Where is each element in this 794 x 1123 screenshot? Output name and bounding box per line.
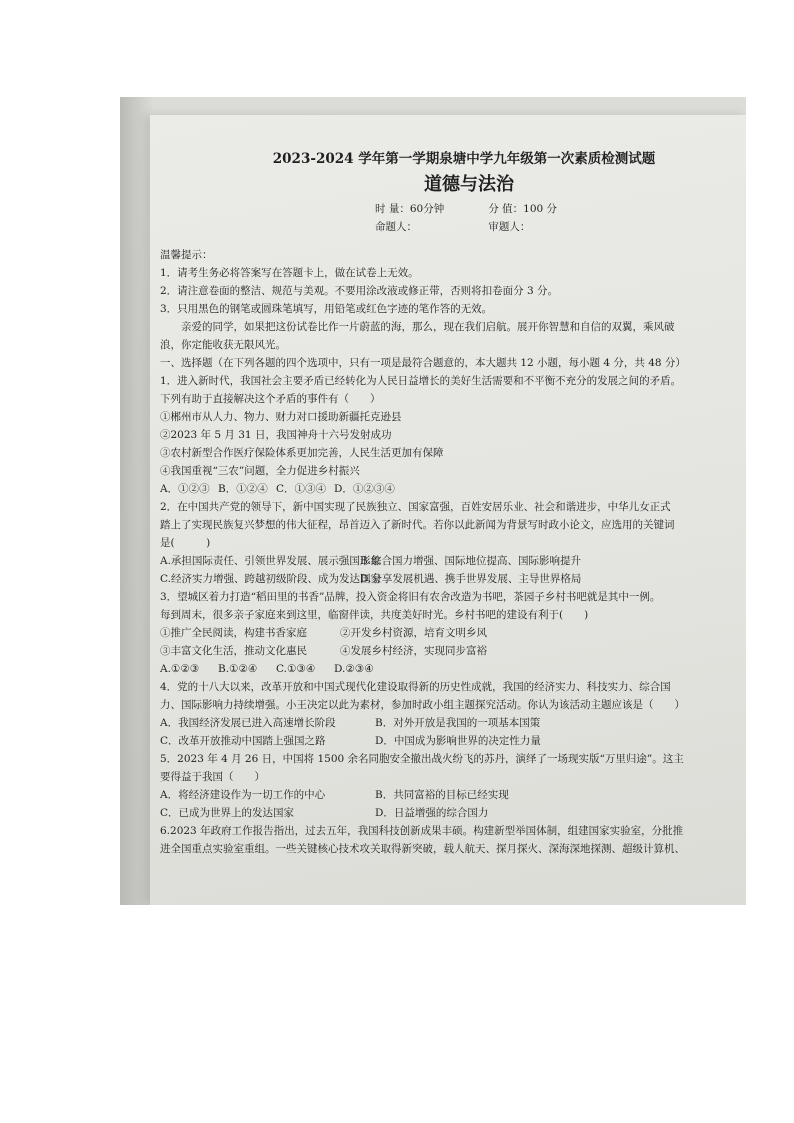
tip-item: 2．请注意卷面的整洁、规范与美观。不要用涂改液或修正带，否则将扣卷面分 3 分。 (160, 285, 559, 297)
q1-stem: 1．进入新时代，我国社会主要矛盾已经转化为人民日益增长的美好生活需要和不平衡不充分的发展之间的矛盾。 (160, 375, 682, 387)
q4-option-b: B．对外开放是我国的一项基本国策 (375, 717, 541, 729)
q4-stem: 力、国际影响力持续增强。小王决定以此为素材，参加时政小组主题探究活动。你认为该活动主题应该是（ ） (160, 699, 685, 711)
q1-item: ①郴州市从人力、物力、财力对口援助新疆托克逊县 (160, 411, 402, 423)
tip-item: 1．请考生务必将答案写在答题卡上，做在试卷上无效。 (160, 267, 419, 279)
q5-stem: 5．2023 年 4 月 26 日，中国将 1500 余名同胞安全撤出战火纷飞的苏丹，演绎了一场现实版“万里归途”。这主 (160, 753, 684, 765)
q4-option-a: A．我国经济发展已进入高速增长阶段 (160, 717, 336, 729)
q6-stem: 进全国重点实验室重组。一些关键核心技术攻关取得新突破，载人航天、探月探火、深海深地探测、超级计算机、 (160, 843, 685, 855)
q5-options-row (160, 786, 746, 804)
q3-option-a: A.①②③ (160, 663, 200, 675)
score-label: 分 值：100 分 (488, 203, 558, 215)
q2-option-c: C.经济实力增强、跨越初级阶段、成为发达国家 (160, 573, 381, 585)
q3-option-b: B.①②④ (218, 663, 258, 675)
q1-option-d: D．①②③④ (334, 483, 395, 495)
q4-options-row (160, 732, 746, 750)
q3-item: ②开发乡村资源，培育文明乡风 (340, 627, 487, 639)
q4-stem: 4．党的十八大以来，改革开放和中国式现代化建设取得新的历史性成就，我国的经济实力、科技实力、综合国 (160, 681, 671, 693)
exam-content (160, 147, 746, 858)
q3-options (160, 660, 746, 678)
section-heading: 一、选择题（在下列各题的四个选项中，只有一项是最符合题意的，本大题共 12 小题，每小题 4 分，共 48 分） (160, 357, 686, 369)
q3-item: ③丰富文化生活，推动文化惠民 (160, 645, 307, 657)
q1-option-b: B．①②④ (218, 483, 268, 495)
reviewer-label: 审题人： (488, 221, 531, 233)
q3-item: ④发展乡村经济，实现同步富裕 (340, 645, 487, 657)
q3-item: ①推广全民阅读，构建书香家庭 (160, 627, 307, 639)
q4-option-d: D．中国成为影响世界的决定性力量 (375, 735, 541, 747)
q3-stem: 每到周末，很多亲子家庭来到这里，临窗伴读，共度美好时光。乡村书吧的建设有利于( ) (160, 609, 589, 621)
q1-option-a: A．①②③ (160, 483, 210, 495)
q4-option-c: C．改革开放推动中国踏上强国之路 (160, 735, 326, 747)
q1-item: ②2023 年 5 月 31 日，我国神舟十六号发射成功 (160, 429, 392, 441)
q1-options (160, 480, 746, 498)
q5-option-c: C．已成为世界上的发达国家 (160, 807, 295, 819)
q2-option-a: A.承担国际责任、引领世界发展、展示强国形象 (160, 555, 381, 567)
q1-item: ④我国重视“三农”问题，全力促进乡村振兴 (160, 465, 360, 477)
q3-items-row (160, 624, 746, 642)
q2-option-d: D.分享发展机遇、携手世界发展、主导世界格局 (360, 573, 582, 585)
tip-item: 3．只用黑色的钢笔或圆珠笔填写，用铅笔或红色字迹的笔作答的无效。 (160, 303, 493, 315)
exam-meta-row-2 (375, 218, 746, 236)
tips-title: 温馨提示： (160, 249, 213, 261)
exam-subject: 道德与法治 (424, 174, 514, 195)
q2-stem: 踏上了实现民族复兴梦想的伟大征程，昂首迈入了新时代。若你以此新闻为背景写时政小论文，应选用的关键词 (160, 519, 675, 531)
exam-title: 2023-2024 学年第一学期泉塘中学九年级第一次素质检测试题 (272, 151, 656, 167)
q2-option-b: B.综合国力增强、国际地位提高、国际影响提升 (360, 555, 582, 567)
q1-stem: 下列有助于直接解决这个矛盾的事件有（ ） (160, 393, 381, 405)
greeting-line: 浪，你定能收获无限风光。 (160, 339, 286, 351)
q3-option-d: D.②③④ (334, 663, 374, 675)
q3-stem: 3．望城区着力打造“稻田里的书香”品牌，投入资金将旧有农舍改造为书吧，茶园子乡村书吧就是其中一例。 (160, 591, 661, 603)
q5-stem: 要得益于我国（ ） (160, 771, 265, 783)
q5-option-b: B．共同富裕的目标已经实现 (375, 789, 509, 801)
q5-option-a: A．将经济建设作为一切工作的中心 (160, 789, 326, 801)
exam-photo (120, 97, 746, 905)
q2-stem: 2．在中国共产党的领导下，新中国实现了民族独立、国家富强，百姓安居乐业、社会和谐进步，中华儿女正式 (160, 501, 671, 513)
exam-meta-row-1 (375, 200, 746, 218)
q5-options-row (160, 804, 746, 822)
setter-label: 命题人： (375, 221, 417, 233)
time-label: 时 量：60分钟 (375, 203, 445, 215)
greeting-line: 亲爱的同学，如果把这份试卷比作一片蔚蓝的海，那么，现在我们启航。展开你智慧和自信的双翼，乘风破 (181, 321, 675, 333)
q4-options-row (160, 714, 746, 732)
q3-items-row (160, 642, 746, 660)
q6-stem: 6.2023 年政府工作报告指出，过去五年，我国科技创新成果丰硕。构建新型举国体制，组建国家实验室，分批推 (160, 825, 684, 837)
q5-option-d: D．日益增强的综合国力 (375, 807, 489, 819)
q2-options-row (160, 570, 746, 588)
q3-option-c: C.①③④ (276, 663, 316, 675)
q1-option-c: C．①③④ (276, 483, 327, 495)
q2-stem: 是( ) (160, 537, 211, 549)
q1-item: ③农村新型合作医疗保险体系更加完善，人民生活更加有保障 (160, 447, 444, 459)
q2-options-row (160, 552, 746, 570)
